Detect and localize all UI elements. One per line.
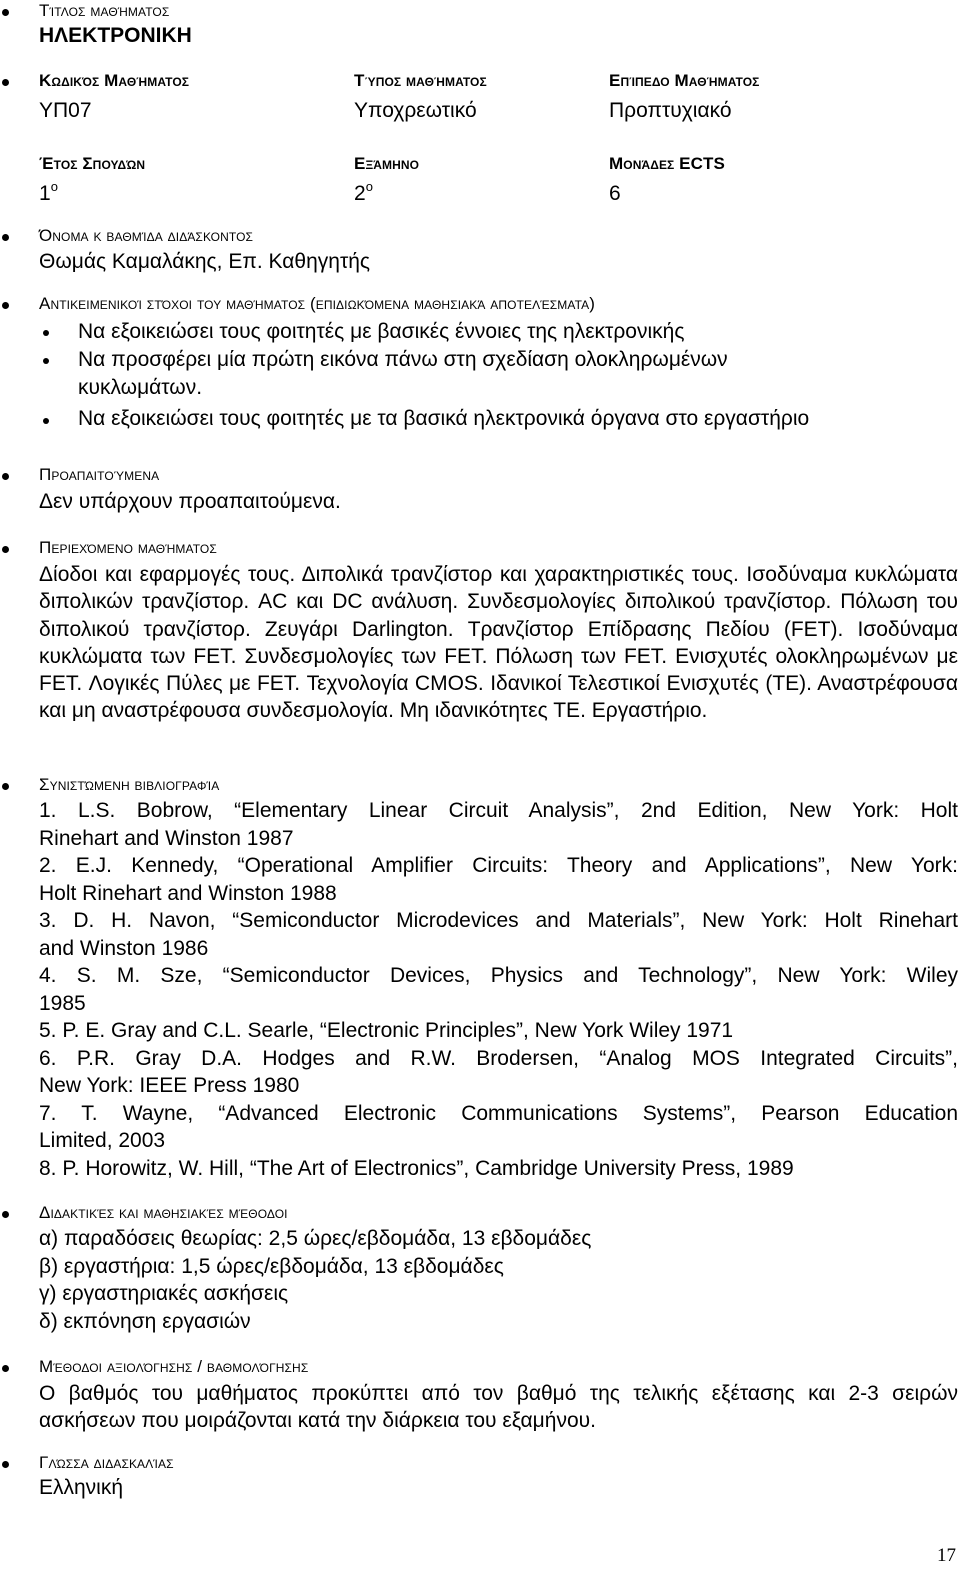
bibliography-list bbox=[39, 797, 958, 1182]
course-title-value: ΗΛΕΚΤΡΟΝΙΚΗ bbox=[39, 24, 192, 47]
bibliography-line: 7. T. Wayne, “Advanced Electronic Communications Systems”, Pearson Education bbox=[39, 1101, 958, 1125]
bibliography-line: 3. D. H. Navon, “Semiconductor Microdevices and Materials”, New York: Holt Rinehart bbox=[39, 909, 958, 932]
page-number: 17 bbox=[937, 1545, 956, 1566]
teaching-method-item: δ) εκπόνηση εργασιών bbox=[39, 1309, 251, 1333]
bibliography-line: 5. P. E. Gray and C.L. Searle, “Electronic Principles”, New York Wiley 1971 bbox=[39, 1019, 734, 1042]
bibliography-line: Rinehart and Winston 1987 bbox=[39, 826, 294, 850]
bibliography-heading: Συνιστώμενη βιβλιογραφία bbox=[39, 775, 220, 794]
objective-item: Να εξοικειώσει τους φοιτητές με βασικές έννοιες της ηλεκτρονικής bbox=[78, 320, 685, 343]
bibliography-line: 6. P.R. Gray D.A. Hodges and R.W. Brodersen, “Analog MOS Integrated Circuits”, bbox=[39, 1046, 958, 1070]
course-code-value: ΥΠ07 bbox=[39, 99, 92, 122]
bullet-marker bbox=[2, 79, 9, 86]
study-year-label: Έτος Σπουδών bbox=[39, 154, 146, 173]
bibliography-line: 8. P. Horowitz, W. Hill, “The Art of Electronics”, Cambridge University Press, 1989 bbox=[39, 1156, 794, 1180]
course-code-label: Κωδικός Μαθήματος bbox=[39, 71, 190, 90]
ects-value: 6 bbox=[609, 182, 621, 205]
bullet-marker bbox=[2, 1461, 9, 1468]
semester-label: Εξάμηνο bbox=[354, 154, 420, 173]
teaching-method-item: β) εργαστήρια: 1,5 ώρες/εβδομάδα, 13 εβδομάδες bbox=[39, 1254, 504, 1278]
objectives-heading: Αντικειμενικοί στόχοι του μαθήματος (επιδιωκόμενα μαθησιακά αποτελέσματα) bbox=[39, 294, 595, 313]
sub-bullet-marker bbox=[43, 358, 49, 364]
sub-bullet-marker bbox=[43, 418, 49, 424]
study-year-value: $1^o$ bbox=[39, 179, 58, 205]
objective-item-continuation: κυκλωμάτων. bbox=[78, 376, 203, 399]
language-value: Ελληνική bbox=[39, 1476, 124, 1499]
bullet-marker bbox=[2, 546, 9, 553]
bibliography-line: Holt Rinehart and Winston 1988 bbox=[39, 881, 337, 905]
course-type-value: Υποχρεωτικό bbox=[354, 99, 477, 122]
instructor-value: Θωμάς Καμαλάκης, Επ. Καθηγητής bbox=[39, 250, 371, 273]
bibliography-line: 2. E.J. Kennedy, “Operational Amplifier Circuits: Theory and Applications”, New York: bbox=[39, 854, 958, 877]
instructor-heading: Όνομα κ βαθμίδα διδάσκοντος bbox=[39, 226, 254, 245]
bullet-marker bbox=[2, 1211, 9, 1218]
teaching-method-item: γ) εργαστηριακές ασκήσεις bbox=[39, 1282, 289, 1306]
ects-label: Μονάδες ECTS bbox=[609, 154, 725, 173]
bibliography-line: Limited, 2003 bbox=[39, 1129, 166, 1152]
course-title-heading: Τίτλος μαθήματος bbox=[39, 1, 170, 20]
teaching-methods-heading: Διδακτικές και μαθησιακές μέθοδοι bbox=[39, 1203, 288, 1222]
course-type-label: Τύπος μαθήματος bbox=[354, 71, 487, 90]
teaching-method-item: α) παραδόσεις θεωρίας: 2,5 ώρες/εβδομάδα, 13 εβδομάδες bbox=[39, 1227, 592, 1250]
prerequisites-value: Δεν υπάρχουν προαπαιτούμενα. bbox=[39, 490, 341, 513]
course-level-value: Προπτυχιακό bbox=[609, 99, 732, 122]
content-heading: Περιεχόμενο μαθήματος bbox=[39, 538, 217, 557]
objective-item: Να εξοικειώσει τους φοιτητές με τα βασικά ηλεκτρονικά όργανα στο εργαστήριο bbox=[78, 407, 810, 430]
bibliography-line: 1. L.S. Bobrow, “Elementary Linear Circuit Analysis”, 2nd Edition, New York: Holt bbox=[39, 799, 958, 822]
semester-value: $2^o$ bbox=[354, 179, 373, 205]
bibliography-line: and Winston 1986 bbox=[39, 936, 209, 960]
content-text: Δίοδοι και εφαρμογές τους. Διπολικά τρανζίστορ και χαρακτηριστικές τους. Ισοδύναμα κυκλώματα διπολικών τρανζίστορ. AC και DC ανάλυση. Συνδεσμολογίες διπολικού τρανζίστορ. Πόλωση του διπολικού τρανζίστορ. Ζευγάρι Darlington. Τρανζίστορ Επίδρασης Πεδίου (FET). Ισοδύναμα κυκλώματα των FET. Συνδεσμολογίες των FET. Πόλωση των FET. Ενισχυτές ολοκληρωμένων με FET. Λογικές Πύλες με FET. Τεχνολογία CMOS. Ιδανικοί Τελεστικοί Ενισχυτές (ΤΕ). Αναστρέφουσα και μη αναστρέφουσα συνδεσμολογία. Μη ιδανικότητες ΤΕ. Εργαστήριο. bbox=[39, 563, 958, 723]
assessment-text: Ο βαθμός του μαθήματος προκύπτει από τον βαθμό της τελικής εξέτασης και 2-3 σειρών ασκήσεων που μοιράζονται κατά την διάρκεια του εξαμήνου. bbox=[39, 1382, 958, 1433]
bibliography-line: New York: IEEE Press 1980 bbox=[39, 1074, 300, 1097]
sub-bullet-marker bbox=[43, 330, 49, 336]
language-heading: Γλώσσα διδασκαλίας bbox=[39, 1453, 174, 1472]
bullet-marker bbox=[2, 9, 9, 16]
teaching-methods-list bbox=[39, 1225, 591, 1335]
bullet-marker bbox=[2, 473, 9, 480]
assessment-heading: Μέθοδοι αξιολόγησης / βαθμολόγησης bbox=[39, 1357, 309, 1376]
bullet-marker bbox=[2, 783, 9, 790]
bibliography-line: 4. S. M. Sze, “Semiconductor Devices, Physics and Technology”, New York: Wiley bbox=[39, 964, 958, 987]
bullet-marker bbox=[2, 1365, 9, 1372]
objective-item: Να προσφέρει μία πρώτη εικόνα πάνω στη σχεδίαση ολοκληρωμένων bbox=[78, 348, 728, 371]
course-level-label: Επίπεδο Μαθήματος bbox=[609, 71, 760, 90]
bullet-marker bbox=[2, 302, 9, 309]
bibliography-line: 1985 bbox=[39, 991, 86, 1015]
prerequisites-heading: Προαπαιτούμενα bbox=[39, 465, 160, 484]
bullet-marker bbox=[2, 234, 9, 241]
